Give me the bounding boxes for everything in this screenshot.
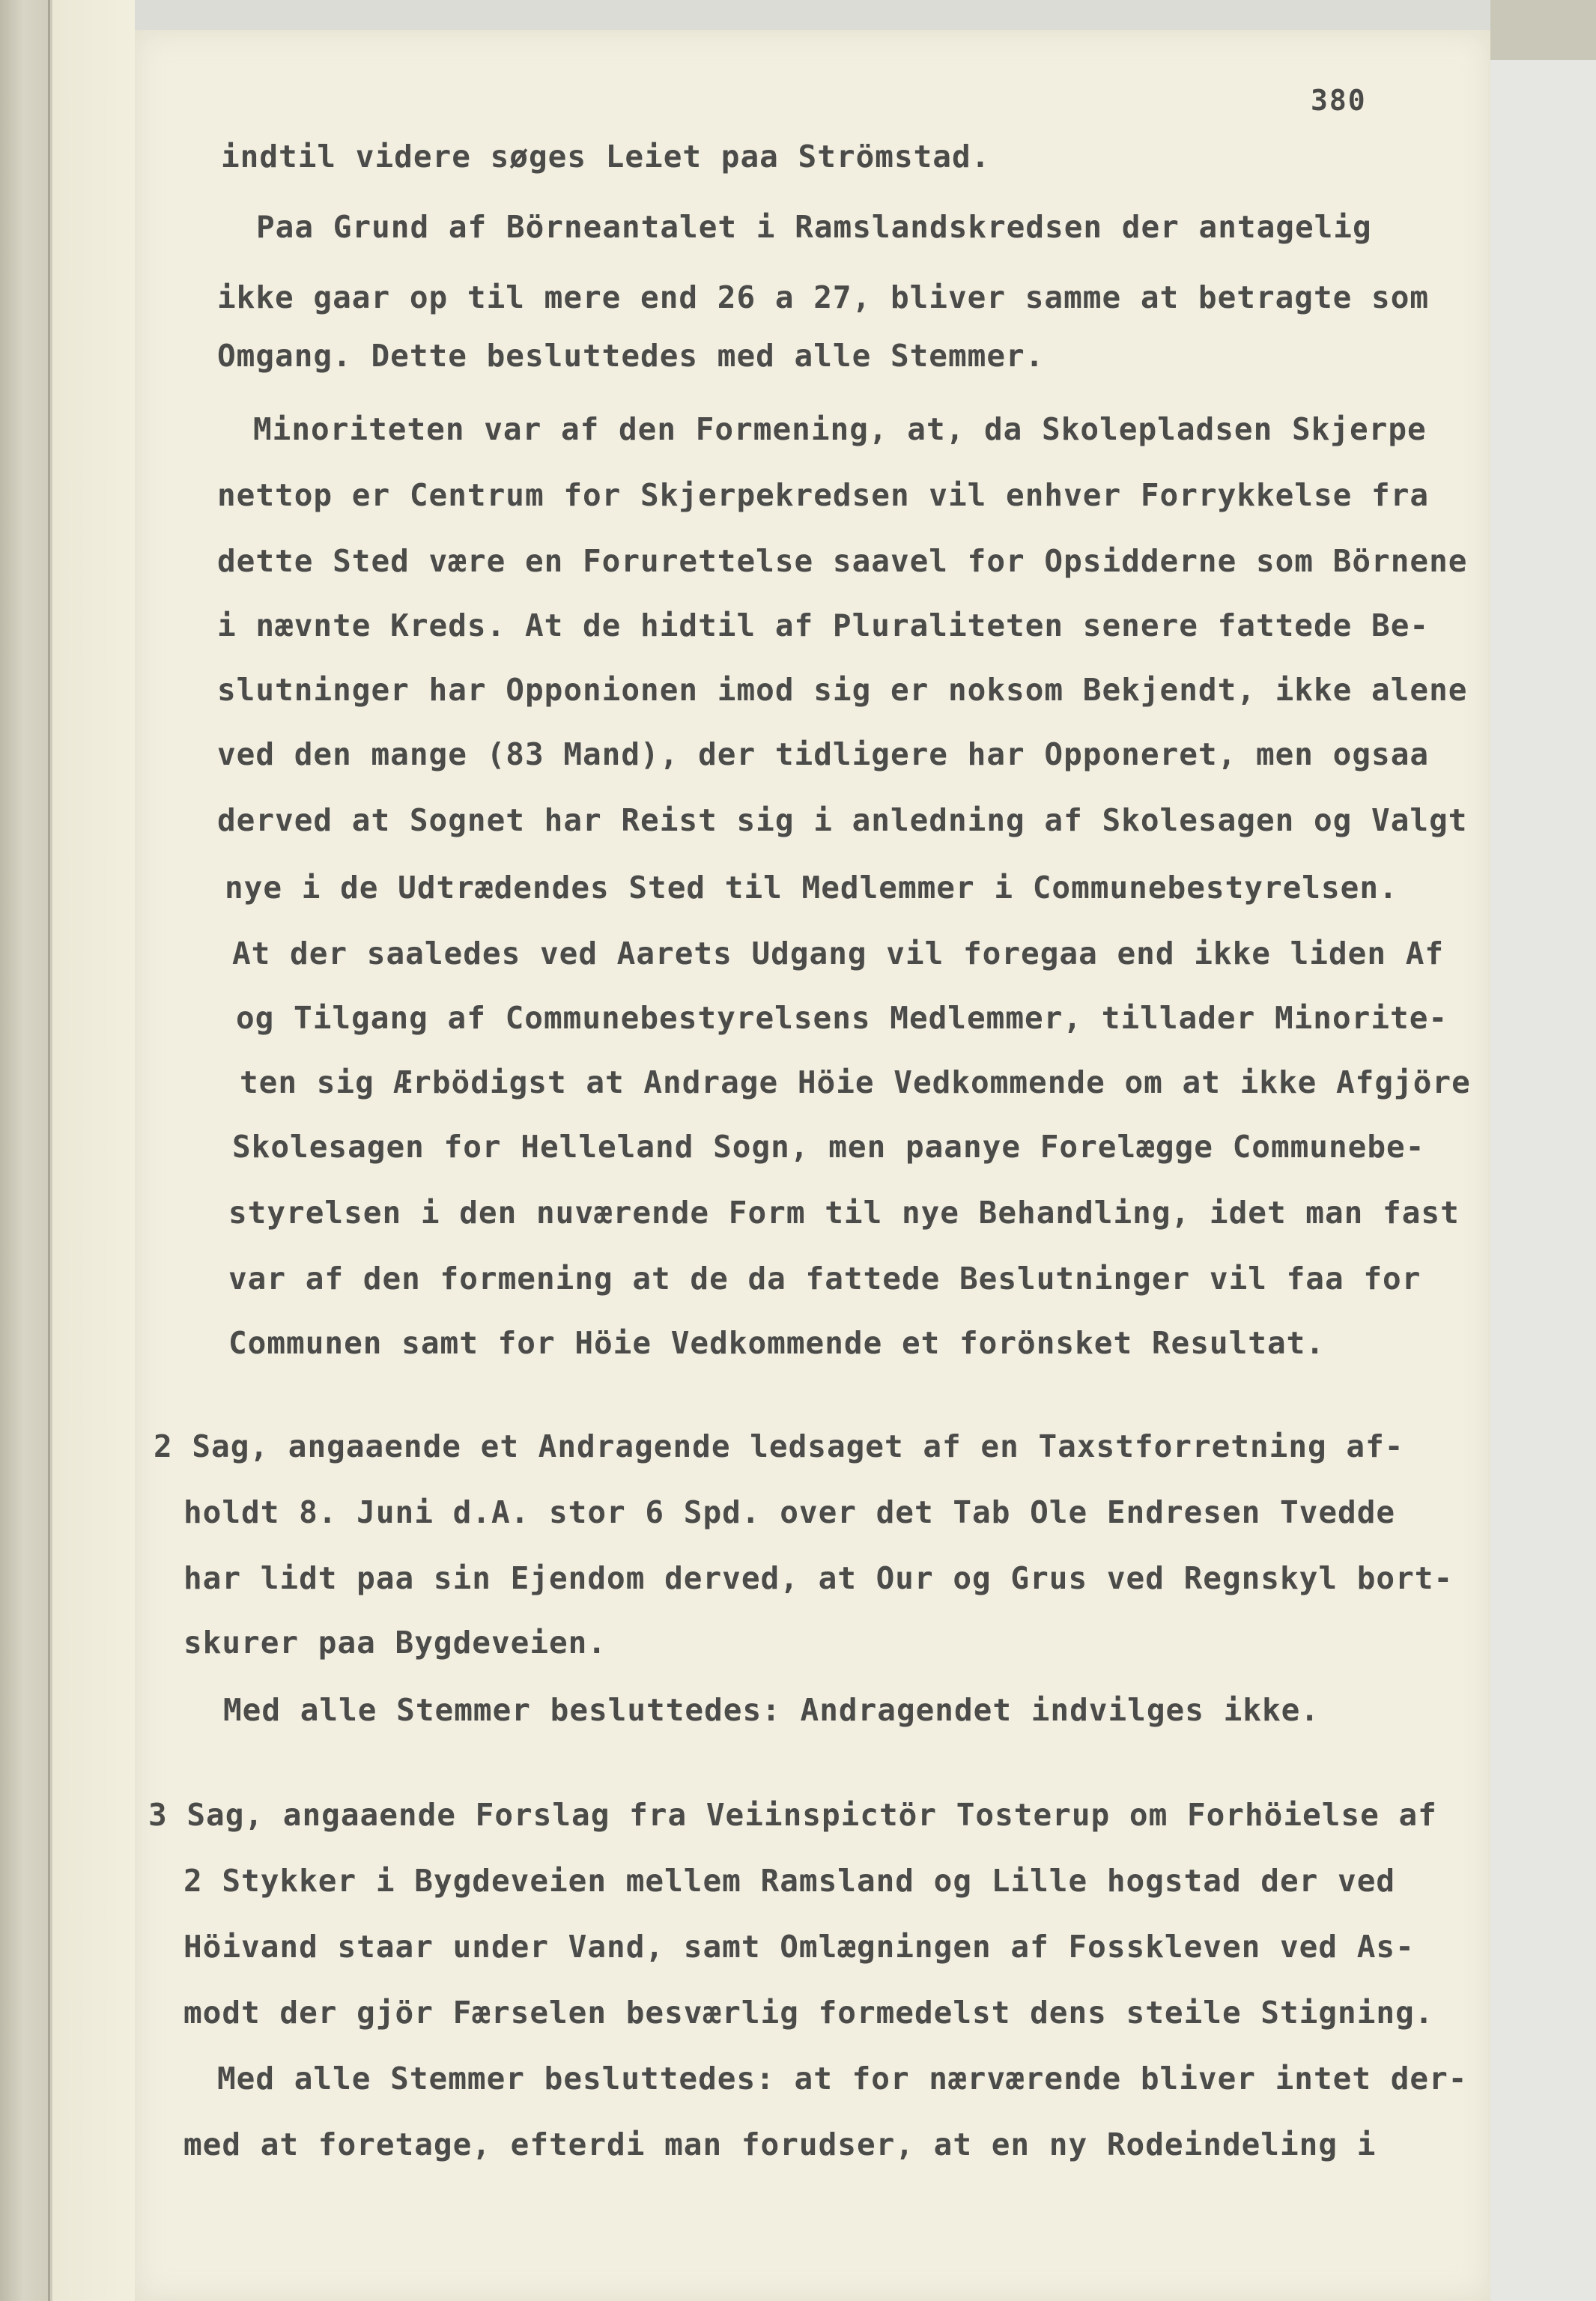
text-line: har lidt paa sin Ejendom derved, at Our og Grus ved Regnskyl bort- — [183, 1560, 1454, 1596]
right-backing-sheet — [1490, 60, 1596, 2301]
text-line: Omgang. Dette besluttedes med alle Stemmer. — [217, 338, 1045, 374]
text-line: 2 Stykker i Bygdeveien mellem Ramsland og Lille hogstad der ved — [183, 1863, 1396, 1899]
text-line: Communen samt for Höie Vedkommende et forönsket Resultat. — [228, 1325, 1325, 1361]
text-line: nye i de Udtrædendes Sted til Medlemmer i Communebestyrelsen. — [225, 870, 1398, 906]
text-line: derved at Sognet har Reist sig i anledning af Skolesagen og Valgt — [217, 802, 1468, 838]
text-line: i nævnte Kreds. At de hidtil af Pluraliteten senere fattede Be- — [217, 607, 1430, 643]
text-line: ved den mange (83 Mand), der tidligere har Opponeret, men ogsaa — [217, 736, 1430, 772]
text-line: Paa Grund af Börneantalet i Ramslandskredsen der antagelig — [256, 209, 1372, 245]
text-line: var af den formening at de da fattede Beslutninger vil faa for — [228, 1261, 1421, 1297]
text-line: dette Sted være en Forurettelse saavel for Opsidderne som Börnene — [217, 543, 1468, 579]
text-line: At der saaledes ved Aarets Udgang vil foregaa end ikke liden Af — [232, 936, 1445, 971]
text-line: skurer paa Bygdeveien. — [183, 1625, 607, 1661]
text-line: ikke gaar op til mere end 26 a 27, bliver samme at betragte som — [217, 279, 1430, 315]
text-line: styrelsen i den nuværende Form til nye Behandling, idet man fast — [228, 1195, 1460, 1231]
text-line: ten sig Ærbödigst at Andrage Höie Vedkommende om at ikke Afgjöre — [240, 1064, 1471, 1100]
right-top-corner — [1490, 0, 1596, 60]
text-line: 2 Sag, angaaende et Andragende ledsaget af en Taxstforretning af- — [154, 1428, 1404, 1464]
text-line: med at foretage, efterdi man forudser, at en ny Rodeindeling i — [183, 2126, 1377, 2162]
text-line: holdt 8. Juni d.A. stor 6 Spd. over det Tab Ole Endresen Tvedde — [183, 1494, 1396, 1530]
text-line: Minoriteten var af den Formening, at, da Skolepladsen Skjerpe — [253, 411, 1427, 447]
page-number: 380 — [1311, 84, 1367, 117]
text-line: 3 Sag, angaaende Forslag fra Veiinspictör Tosterup om Forhöielse af — [148, 1797, 1437, 1833]
text-line: Skolesagen for Helleland Sogn, men paanye Forelægge Communebe- — [232, 1129, 1425, 1165]
left-page-edge — [0, 0, 52, 2301]
text-line: slutninger har Opponionen imod sig er noksom Bekjendt, ikke alene — [217, 672, 1468, 708]
text-line: Höivand staar under Vand, samt Omlægningen af Fosskleven ved As- — [183, 1929, 1415, 1965]
left-page-edge-line — [48, 0, 50, 2301]
text-line: og Tilgang af Communebestyrelsens Medlemmer, tillader Minorite- — [236, 1000, 1448, 1036]
text-line: indtil videre søges Leiet paa Strömstad. — [221, 139, 991, 175]
text-line: Med alle Stemmer besluttedes: at for nærværende bliver intet der- — [217, 2061, 1468, 2097]
binding-strip — [52, 0, 135, 2301]
text-line: nettop er Centrum for Skjerpekredsen vil enhver Forrykkelse fra — [217, 477, 1430, 513]
text-line: modt der gjör Færselen besværlig formedelst dens steile Stigning. — [183, 1995, 1434, 2031]
text-line: Med alle Stemmer besluttedes: Andragendet indvilges ikke. — [223, 1692, 1320, 1728]
